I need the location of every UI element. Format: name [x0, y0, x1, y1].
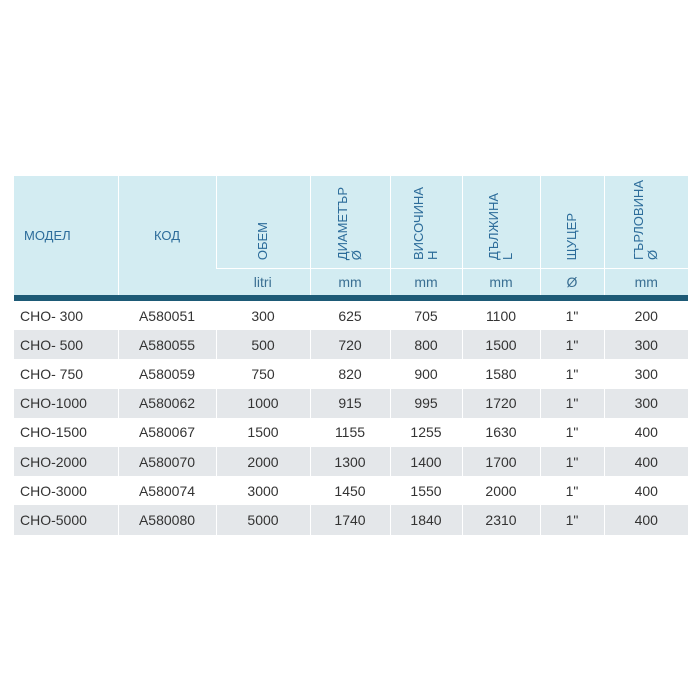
cell-volume: 500 — [216, 330, 310, 359]
header-length: ДЪЛЖИНА L — [462, 176, 540, 269]
cell-neck: 400 — [604, 447, 688, 476]
cell-diameter: 720 — [310, 330, 390, 359]
specs-table — [14, 176, 688, 535]
cell-neck: 400 — [604, 476, 688, 505]
cell-volume: 1500 — [216, 418, 310, 447]
cell-fitting: 1" — [540, 505, 604, 534]
table-row — [14, 418, 688, 447]
cell-fitting: 1" — [540, 301, 604, 330]
unit-volume: litri — [216, 269, 310, 296]
cell-neck: 300 — [604, 330, 688, 359]
header-model: МОДЕЛ — [14, 176, 118, 295]
cell-fitting: 1" — [540, 447, 604, 476]
cell-neck: 300 — [604, 359, 688, 388]
cell-fitting: 1" — [540, 330, 604, 359]
cell-neck: 300 — [604, 389, 688, 418]
cell-length: 1100 — [462, 301, 540, 330]
cell-diameter: 625 — [310, 301, 390, 330]
cell-volume: 300 — [216, 301, 310, 330]
cell-height: 1255 — [390, 418, 462, 447]
table-row — [14, 476, 688, 505]
table-row — [14, 330, 688, 359]
cell-volume: 3000 — [216, 476, 310, 505]
cell-diameter: 1155 — [310, 418, 390, 447]
cell-fitting: 1" — [540, 359, 604, 388]
unit-diameter: mm — [310, 269, 390, 296]
cell-code: A580080 — [118, 505, 216, 534]
cell-code: A580051 — [118, 301, 216, 330]
unit-length: mm — [462, 269, 540, 296]
cell-volume: 2000 — [216, 447, 310, 476]
table-row — [14, 447, 688, 476]
cell-volume: 5000 — [216, 505, 310, 534]
header-fitting: ЩУЦЕР — [540, 176, 604, 269]
cell-height: 705 — [390, 301, 462, 330]
cell-fitting: 1" — [540, 389, 604, 418]
header-neck: ГЪРЛОВИНА Ø — [604, 176, 688, 269]
cell-length: 1700 — [462, 447, 540, 476]
unit-neck: mm — [604, 269, 688, 296]
table-row — [14, 505, 688, 534]
cell-height: 995 — [390, 389, 462, 418]
header-diameter: ДИАМЕТЪР Ø — [310, 176, 390, 269]
cell-code: A580059 — [118, 359, 216, 388]
cell-height: 1840 — [390, 505, 462, 534]
cell-length: 1720 — [462, 389, 540, 418]
cell-height: 1400 — [390, 447, 462, 476]
cell-model: CHO- 500 — [14, 330, 118, 359]
header-volume: ОБЕМ — [216, 176, 310, 269]
header-height: ВИСОЧИНА H — [390, 176, 462, 269]
cell-height: 900 — [390, 359, 462, 388]
cell-diameter: 820 — [310, 359, 390, 388]
cell-neck: 400 — [604, 418, 688, 447]
unit-height: mm — [390, 269, 462, 296]
cell-code: A580074 — [118, 476, 216, 505]
cell-length: 1500 — [462, 330, 540, 359]
cell-length: 2310 — [462, 505, 540, 534]
cell-diameter: 1740 — [310, 505, 390, 534]
cell-code: A580062 — [118, 389, 216, 418]
cell-code: A580055 — [118, 330, 216, 359]
cell-length: 1630 — [462, 418, 540, 447]
cell-code: A580070 — [118, 447, 216, 476]
cell-volume: 1000 — [216, 389, 310, 418]
cell-code: A580067 — [118, 418, 216, 447]
table-row — [14, 389, 688, 418]
cell-model: CHO-2000 — [14, 447, 118, 476]
cell-neck: 400 — [604, 505, 688, 534]
cell-diameter: 1450 — [310, 476, 390, 505]
cell-model: CHO-1000 — [14, 389, 118, 418]
cell-fitting: 1" — [540, 476, 604, 505]
cell-volume: 750 — [216, 359, 310, 388]
cell-model: CHO-3000 — [20, 482, 87, 499]
cell-fitting: 1" — [540, 418, 604, 447]
cell-neck: 200 — [604, 301, 688, 330]
unit-fitting: Ø — [540, 269, 604, 296]
header-code: КОД — [118, 176, 216, 295]
cell-diameter: 915 — [310, 389, 390, 418]
cell-height: 1550 — [390, 476, 462, 505]
cell-length: 2000 — [462, 476, 540, 505]
cell-model: CHO- 750 — [20, 365, 84, 382]
table-row — [14, 301, 688, 330]
cell-height: 800 — [390, 330, 462, 359]
cell-diameter: 1300 — [310, 447, 390, 476]
cell-model: CHO-5000 — [14, 505, 118, 534]
cell-model: CHO-1500 — [20, 424, 87, 441]
cell-model: CHO- 300 — [20, 307, 84, 324]
table-row — [14, 359, 688, 388]
cell-length: 1580 — [462, 359, 540, 388]
